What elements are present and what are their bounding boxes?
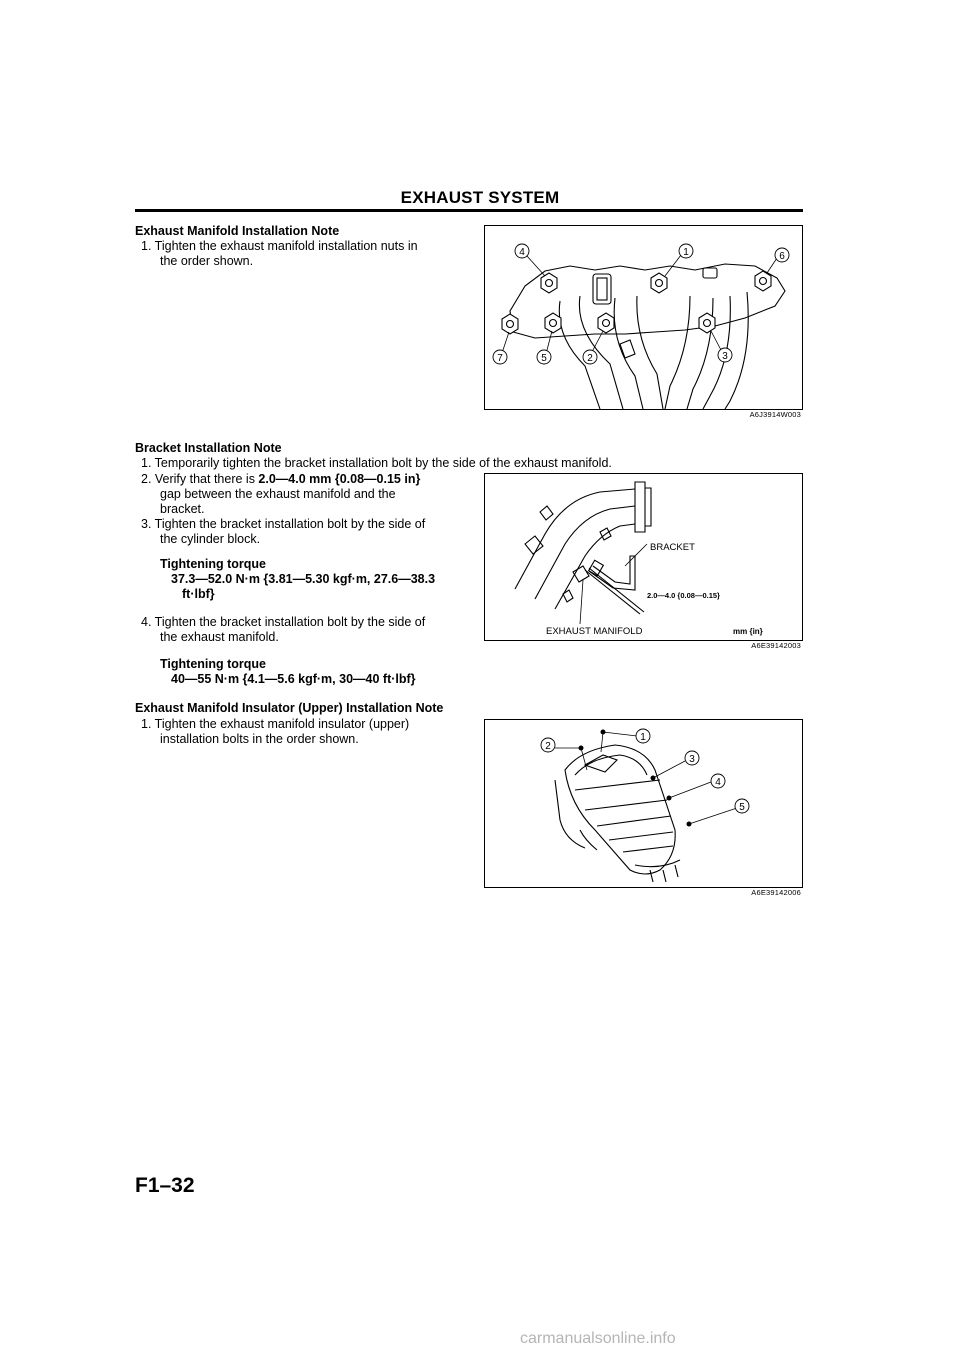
label-bracket: BRACKET (650, 542, 695, 553)
manifold-step1-line2: the order shown. (160, 254, 254, 268)
label-unit: mm {in} (733, 627, 763, 636)
insulator-callout-4: 4 (715, 777, 721, 788)
bracket-step4-line1: 4. Tighten the bracket installation bolt by the side of (141, 615, 426, 629)
bracket-step2-prefix: 2. Verify that there is (141, 472, 259, 486)
bracket-step3-line1: 3. Tighten the bracket installation bolt by the side of (141, 517, 426, 531)
bracket-figure-code: A6E39142003 (751, 641, 801, 650)
callout-5: 5 (541, 353, 547, 364)
header-rule (135, 209, 803, 212)
insulator-figure-code: A6E39142006 (751, 888, 801, 897)
bracket-gap-spec: 2.0—4.0 mm {0.08—0.15 in} (258, 472, 421, 486)
manifold-heading: Exhaust Manifold Installation Note (135, 224, 340, 238)
callout-2: 2 (587, 353, 593, 364)
callout-3: 3 (722, 351, 728, 362)
insulator-step1-line2: installation bolts in the order shown. (160, 732, 359, 746)
label-exhaust-manifold: EXHAUST MANIFOLD (546, 626, 643, 637)
callout-1: 1 (683, 247, 689, 258)
insulator-callout-5: 5 (739, 802, 745, 813)
insulator-heading: Exhaust Manifold Insulator (Upper) Installation Note (135, 701, 444, 715)
insulator-step1-line1: 1. Tighten the exhaust manifold insulator (upper) (141, 717, 410, 731)
bracket-step2-line2: gap between the exhaust manifold and the (160, 487, 396, 501)
bracket-step1: 1. Temporarily tighten the bracket installation bolt by the side of the exhaust manifold. (141, 456, 612, 470)
bracket-figure (484, 473, 803, 641)
callout-7: 7 (497, 353, 503, 364)
page-title: EXHAUST SYSTEM (400, 188, 560, 207)
bracket-step2-line1 (141, 472, 420, 488)
torque1-value-line1: 37.3—52.0 N·m {3.81—5.30 kgf·m, 27.6—38.3 (171, 572, 436, 586)
torque2-label: Tightening torque (160, 657, 267, 671)
manifold-figure-code: A6J3914W003 (749, 410, 801, 419)
bracket-step2-line3: bracket. (160, 502, 205, 516)
bracket-step3-line2: the cylinder block. (160, 532, 261, 546)
bracket-heading: Bracket Installation Note (135, 441, 282, 455)
bracket-illustration (485, 474, 802, 640)
manifold-illustration (485, 226, 802, 409)
manifold-step1-line1: 1. Tighten the exhaust manifold installation nuts in (141, 239, 418, 253)
callout-6: 6 (779, 251, 785, 262)
torque1-label: Tightening torque (160, 557, 267, 571)
torque2-value: 40—55 N·m {4.1—5.6 kgf·m, 30—40 ft·lbf} (171, 672, 416, 686)
callout-4: 4 (519, 247, 525, 258)
insulator-illustration (485, 720, 802, 887)
bracket-step4-line2: the exhaust manifold. (160, 630, 279, 644)
manifold-figure (484, 225, 803, 410)
insulator-callout-3: 3 (689, 754, 695, 765)
insulator-figure (484, 719, 803, 888)
label-gap: 2.0—4.0 {0.08—0.15} (647, 591, 720, 600)
insulator-callout-2: 2 (545, 741, 551, 752)
page-number: F1–32 (135, 1174, 195, 1197)
insulator-callout-1: 1 (640, 732, 646, 743)
torque1-value-line2: ft·lbf} (182, 587, 215, 601)
watermark: carmanualsonline.info (520, 1330, 676, 1347)
